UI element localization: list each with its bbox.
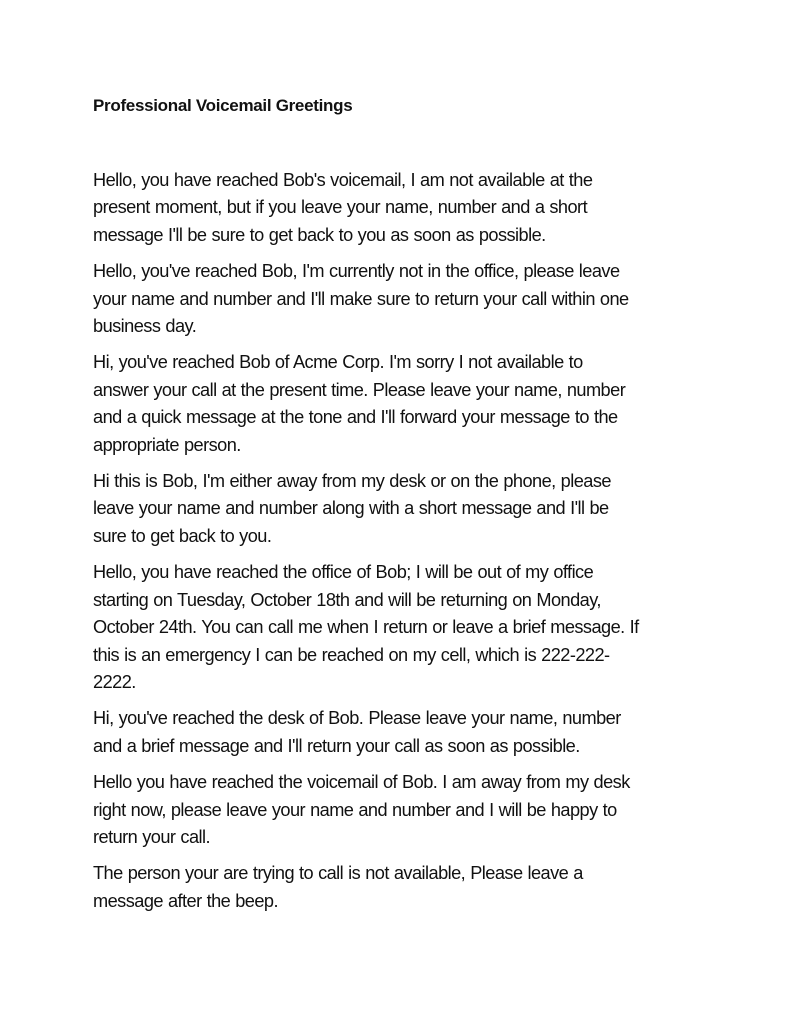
text-line: October 24th. You can call me when I return or leave a brief message. If (93, 617, 639, 638)
text-line: message I'll be sure to get back to you as soon as possible. (93, 224, 546, 245)
text-line: present moment, but if you leave your name, number and a short (93, 197, 588, 218)
greeting-paragraph-6 (93, 705, 733, 760)
text-line: leave your name and number along with a short message and I'll be (93, 498, 609, 519)
greeting-paragraph-2 (93, 258, 733, 340)
text-line: Hi this is Bob, I'm either away from my desk or on the phone, please (93, 471, 611, 492)
text-line: this is an emergency I can be reached on my cell, which is 222-222- (93, 644, 610, 665)
document-page (93, 94, 733, 924)
text-line: right now, please leave your name and number and I will be happy to (93, 799, 617, 820)
text-line: appropriate person. (93, 434, 241, 455)
greeting-paragraph-5 (93, 559, 733, 696)
greeting-paragraph-3 (93, 349, 733, 459)
text-line: Hi, you've reached the desk of Bob. Please leave your name, number (93, 708, 621, 729)
text-line: Hello you have reached the voicemail of Bob. I am away from my desk (93, 772, 630, 793)
text-line: The person your are trying to call is not available, Please leave a (93, 863, 583, 884)
text-line: business day. (93, 316, 197, 337)
greeting-paragraph-4 (93, 468, 733, 550)
text-line: Hello, you have reached Bob's voicemail, I am not available at the (93, 170, 593, 190)
text-line: return your call. (93, 826, 210, 847)
text-line: message after the beep. (93, 890, 278, 911)
text-line: Hi, you've reached Bob of Acme Corp. I'm sorry I not available to (93, 352, 583, 373)
text-line: 2222. (93, 671, 136, 692)
greeting-paragraph-8 (93, 860, 733, 915)
text-line: Hello, you've reached Bob, I'm currently not in the office, please leave (93, 261, 620, 282)
text-line: and a quick message at the tone and I'll forward your message to the (93, 407, 618, 428)
text-line: and a brief message and I'll return your call as soon as possible. (93, 735, 580, 756)
greeting-paragraph-1 (93, 167, 733, 249)
text-line: starting on Tuesday, October 18th and will be returning on Monday, (93, 589, 601, 610)
document-title: Professional Voicemail Greetings (93, 96, 353, 115)
greeting-paragraph-7 (93, 769, 733, 851)
text-line: Hello, you have reached the office of Bob; I will be out of my office (93, 562, 594, 583)
text-line: your name and number and I'll make sure to return your call within one (93, 288, 629, 309)
text-line: answer your call at the present time. Please leave your name, number (93, 379, 626, 400)
text-line: sure to get back to you. (93, 525, 272, 546)
